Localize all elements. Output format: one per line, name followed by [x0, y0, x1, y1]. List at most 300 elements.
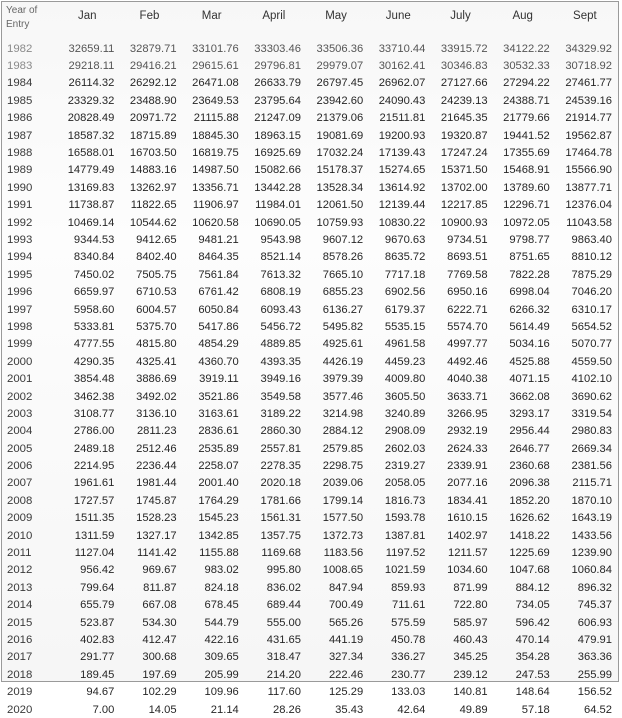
value-cell: 4102.10	[571, 373, 612, 386]
value-cell: 26797.45	[316, 77, 364, 90]
value-cell: 2001.40	[198, 477, 239, 490]
value-cell: 13789.60	[503, 181, 550, 194]
value-cell: 7613.32	[260, 268, 301, 281]
value-cell: 102.29	[142, 686, 177, 699]
value-cell: 5495.82	[322, 320, 364, 333]
value-cell: 10900.93	[440, 216, 488, 229]
value-cell: 1008.65	[322, 564, 364, 577]
value-cell: 2932.19	[447, 425, 488, 438]
table-row	[4, 231, 616, 248]
column-header-year-of-entry: Year of Entry	[6, 5, 38, 30]
value-cell: 30532.33	[503, 60, 550, 73]
value-cell: 17139.43	[378, 147, 426, 160]
value-cell: 189.45	[80, 668, 115, 681]
year-cell: 1989	[7, 164, 33, 177]
value-cell: 28.26	[272, 703, 301, 716]
value-cell: 1593.78	[384, 512, 426, 525]
year-cell: 2012	[7, 564, 33, 577]
value-cell: 12296.71	[503, 199, 550, 212]
value-cell: 7875.29	[571, 268, 612, 281]
value-cell: 3633.71	[447, 390, 488, 403]
value-cell: 575.59	[391, 616, 426, 629]
value-cell: 412.47	[142, 633, 177, 646]
value-cell: 2077.16	[447, 477, 488, 490]
value-cell: 12061.50	[316, 199, 364, 212]
table-row	[4, 492, 616, 509]
value-cell: 4009.80	[384, 373, 426, 386]
table-row	[4, 110, 616, 127]
value-cell: 11822.65	[130, 199, 177, 212]
value-cell: 2058.05	[384, 477, 426, 490]
value-cell: 4492.46	[447, 355, 488, 368]
value-cell: 4290.35	[73, 355, 115, 368]
value-cell: 9734.51	[447, 233, 488, 246]
value-cell: 3521.86	[198, 390, 239, 403]
value-cell: 34122.22	[503, 42, 550, 55]
table-row	[4, 283, 616, 300]
value-cell: 2039.06	[322, 477, 364, 490]
year-cell: 2019	[7, 686, 33, 699]
value-cell: 1577.50	[322, 512, 364, 525]
value-cell: 6136.27	[322, 303, 364, 316]
table-row	[4, 92, 616, 109]
table-row	[4, 405, 616, 422]
table-row	[4, 597, 616, 614]
table-row	[4, 127, 616, 144]
value-cell: 21645.35	[440, 112, 488, 125]
year-cell: 2010	[7, 529, 33, 542]
value-cell: 5417.86	[198, 320, 239, 333]
value-cell: 2360.68	[509, 460, 550, 473]
value-cell: 3189.22	[260, 407, 301, 420]
table-row	[4, 423, 616, 440]
value-cell: 871.99	[453, 581, 488, 594]
value-cell: 7665.10	[322, 268, 364, 281]
value-cell: 8635.72	[384, 251, 426, 264]
value-cell: 1225.69	[509, 547, 550, 560]
value-cell: 1781.66	[260, 494, 301, 507]
value-cell: 4426.19	[322, 355, 364, 368]
value-cell: 19200.93	[378, 129, 426, 142]
year-cell: 2003	[7, 407, 33, 420]
table-row	[4, 214, 616, 231]
value-cell: 956.42	[80, 564, 115, 577]
value-cell: 2908.09	[384, 425, 426, 438]
value-cell: 18715.89	[129, 129, 177, 142]
table-row	[4, 579, 616, 596]
year-cell: 1988	[7, 147, 33, 160]
value-cell: 13528.34	[316, 181, 364, 194]
value-cell: 896.32	[577, 581, 612, 594]
value-cell: 2557.81	[260, 442, 301, 455]
value-cell: 1610.15	[447, 512, 488, 525]
value-cell: 1545.23	[198, 512, 239, 525]
value-cell: 6950.16	[447, 286, 488, 299]
value-cell: 745.37	[577, 599, 612, 612]
value-cell: 17355.69	[503, 147, 550, 160]
value-cell: 1183.56	[323, 547, 364, 560]
value-cell: 21247.09	[254, 112, 301, 125]
year-cell: 1998	[7, 320, 33, 333]
value-cell: 1433.56	[571, 529, 612, 542]
value-cell: 4559.50	[571, 355, 612, 368]
value-cell: 17032.24	[316, 147, 364, 160]
value-cell: 9670.63	[384, 233, 426, 246]
value-cell: 5333.81	[73, 320, 115, 333]
value-cell: 14779.49	[67, 164, 115, 177]
value-cell: 7561.84	[198, 268, 239, 281]
value-cell: 3979.39	[322, 373, 364, 386]
value-cell: 2579.85	[322, 442, 364, 455]
value-cell: 734.05	[515, 599, 550, 612]
value-cell: 117.60	[267, 686, 301, 699]
value-cell: 133.03	[391, 686, 426, 699]
value-cell: 1961.61	[73, 477, 115, 490]
column-header-aug: Aug	[512, 10, 533, 22]
table-row	[4, 388, 616, 405]
value-cell: 23795.64	[254, 94, 301, 107]
value-cell: 4360.70	[198, 355, 239, 368]
table-row	[4, 510, 616, 527]
year-cell: 1984	[7, 77, 33, 90]
value-cell: 33710.44	[378, 42, 426, 55]
table-body	[4, 40, 616, 718]
value-cell: 1528.23	[136, 512, 177, 525]
value-cell: 13877.71	[565, 181, 612, 194]
value-cell: 13614.92	[378, 181, 426, 194]
value-cell: 2339.91	[447, 460, 488, 473]
table-row	[4, 562, 616, 579]
value-cell: 94.67	[86, 686, 115, 699]
value-cell: 10544.62	[129, 216, 177, 229]
value-cell: 667.08	[142, 599, 177, 612]
value-cell: 722.80	[453, 599, 488, 612]
value-cell: 1021.59	[384, 564, 426, 577]
value-cell: 2669.34	[571, 442, 612, 455]
year-cell: 1995	[7, 268, 33, 281]
value-cell: 26114.32	[68, 77, 115, 90]
column-header-jan: Jan	[77, 10, 97, 22]
value-cell: 5958.60	[73, 303, 115, 316]
value-cell: 1764.29	[198, 494, 239, 507]
value-cell: 29615.61	[192, 60, 239, 73]
scanned-document-page	[1, 1, 619, 716]
value-cell: 3240.89	[384, 407, 426, 420]
table-row	[4, 683, 616, 700]
value-cell: 327.34	[328, 651, 364, 664]
value-cell: 6710.53	[136, 286, 177, 299]
value-cell: 1852.20	[509, 494, 550, 507]
header-row	[4, 4, 616, 40]
value-cell: 125.29	[328, 686, 364, 699]
year-cell: 2017	[7, 651, 33, 664]
value-cell: 969.67	[142, 564, 177, 577]
value-cell: 799.64	[80, 581, 115, 594]
value-cell: 3605.50	[384, 390, 426, 403]
value-cell: 1643.19	[571, 512, 612, 525]
value-cell: 431.65	[266, 633, 301, 646]
year-cell: 1990	[7, 181, 33, 194]
value-cell: 20971.72	[129, 112, 177, 125]
value-cell: 26633.79	[254, 77, 301, 90]
year-cell: 1997	[7, 303, 33, 316]
value-cell: 9344.53	[73, 233, 115, 246]
value-cell: 9481.21	[198, 233, 239, 246]
value-cell: 9607.12	[322, 233, 364, 246]
year-cell: 1982	[7, 42, 33, 55]
table-row	[4, 666, 616, 683]
value-cell: 8578.26	[322, 251, 364, 264]
year-cell: 1986	[7, 112, 33, 125]
column-header-mar: Mar	[201, 10, 222, 22]
year-cell: 1993	[7, 233, 33, 246]
value-cell: 5034.16	[509, 338, 550, 351]
year-cell: 2009	[7, 512, 33, 525]
value-cell: 7717.18	[384, 268, 426, 281]
table-row	[4, 57, 616, 74]
value-cell: 109.96	[204, 686, 239, 699]
column-header-may: May	[325, 10, 347, 22]
table-row	[4, 40, 616, 57]
value-cell: 15178.37	[316, 164, 364, 177]
value-cell: 2811.23	[136, 425, 177, 438]
table-row	[4, 440, 616, 457]
value-cell: 1197.52	[385, 547, 426, 560]
table-row	[4, 266, 616, 283]
value-cell: 565.26	[328, 616, 364, 629]
year-cell: 2001	[7, 373, 33, 386]
value-cell: 5375.70	[136, 320, 177, 333]
value-cell: 10620.58	[192, 216, 239, 229]
value-cell: 3319.54	[571, 407, 612, 420]
value-cell: 214.20	[266, 668, 301, 681]
value-cell: 8693.51	[447, 251, 488, 264]
value-cell: 1981.44	[136, 477, 177, 490]
value-cell: 24388.71	[503, 94, 550, 107]
value-cell: 148.64	[515, 686, 550, 699]
value-cell: 1311.59	[74, 529, 115, 542]
table-row	[4, 162, 616, 179]
table-row	[4, 249, 616, 266]
value-cell: 8521.14	[260, 251, 301, 264]
value-cell: 3293.17	[509, 407, 550, 420]
value-cell: 8751.65	[509, 251, 550, 264]
column-header-feb: Feb	[139, 10, 160, 22]
value-cell: 18587.32	[67, 129, 115, 142]
value-cell: 33915.72	[440, 42, 488, 55]
value-cell: 1239.90	[571, 547, 612, 560]
value-cell: 655.79	[80, 599, 115, 612]
value-cell: 596.42	[515, 616, 550, 629]
value-cell: 4854.29	[198, 338, 239, 351]
value-cell: 17464.78	[565, 147, 612, 160]
value-cell: 2381.56	[571, 460, 612, 473]
value-cell: 1127.04	[74, 547, 115, 560]
value-cell: 1034.60	[447, 564, 488, 577]
column-header-july: July	[450, 10, 471, 22]
value-cell: 983.02	[204, 564, 239, 577]
value-cell: 345.25	[453, 651, 488, 664]
value-cell: 11906.97	[192, 199, 239, 212]
value-cell: 6179.37	[384, 303, 426, 316]
value-cell: 18963.15	[254, 129, 301, 142]
value-cell: 3108.77	[73, 407, 115, 420]
value-cell: 6050.84	[198, 303, 239, 316]
value-cell: 4325.41	[136, 355, 177, 368]
value-cell: 3662.08	[509, 390, 550, 403]
value-cell: 1727.57	[73, 494, 115, 507]
value-cell: 4815.80	[136, 338, 177, 351]
value-cell: 33303.46	[254, 42, 301, 55]
value-cell: 4459.23	[384, 355, 426, 368]
value-cell: 32659.11	[68, 42, 115, 55]
year-cell: 1991	[7, 199, 33, 212]
value-cell: 3886.69	[136, 373, 177, 386]
value-cell: 6902.56	[384, 286, 426, 299]
value-cell: 21115.88	[193, 112, 239, 125]
value-cell: 239.12	[453, 668, 488, 681]
value-cell: 1141.42	[136, 547, 177, 560]
value-cell: 20828.49	[67, 112, 115, 125]
value-cell: 19081.69	[316, 129, 364, 142]
value-cell: 21779.66	[503, 112, 550, 125]
value-cell: 689.44	[266, 599, 301, 612]
value-cell: 4925.61	[322, 338, 364, 351]
value-cell: 23329.32	[67, 94, 115, 107]
value-cell: 7505.75	[136, 268, 177, 281]
value-cell: 6808.19	[260, 286, 301, 299]
value-cell: 23942.60	[316, 94, 364, 107]
value-cell: 847.94	[328, 581, 364, 594]
table-row	[4, 649, 616, 666]
value-cell: 3854.48	[73, 373, 115, 386]
value-cell: 30346.83	[440, 60, 488, 73]
table-row	[4, 527, 616, 544]
value-cell: 3949.16	[260, 373, 301, 386]
year-cell: 2002	[7, 390, 33, 403]
value-cell: 33101.76	[192, 42, 239, 55]
value-cell: 255.99	[577, 668, 612, 681]
table-row	[4, 353, 616, 370]
value-cell: 247.53	[515, 668, 550, 681]
year-cell: 1985	[7, 94, 33, 107]
value-cell: 15371.50	[440, 164, 488, 177]
value-cell: 3549.58	[260, 390, 301, 403]
value-cell: 13356.71	[192, 181, 239, 194]
table-header	[4, 4, 616, 40]
value-cell: 422.16	[204, 633, 239, 646]
value-cell: 2860.30	[260, 425, 301, 438]
value-cell: 15274.65	[378, 164, 426, 177]
value-cell: 3919.11	[199, 373, 239, 386]
value-cell: 6004.57	[136, 303, 177, 316]
value-cell: 1418.22	[509, 529, 550, 542]
value-cell: 9798.77	[509, 233, 550, 246]
value-cell: 24239.13	[440, 94, 488, 107]
value-cell: 9412.65	[136, 233, 177, 246]
value-cell: 8464.35	[198, 251, 239, 264]
value-cell: 12376.04	[565, 199, 612, 212]
value-cell: 23488.90	[129, 94, 177, 107]
value-cell: 3462.38	[73, 390, 115, 403]
value-cell: 9543.98	[260, 233, 301, 246]
table-row	[4, 544, 616, 561]
value-cell: 824.18	[204, 581, 239, 594]
table-row	[4, 318, 616, 335]
value-cell: 884.12	[515, 581, 550, 594]
value-cell: 29796.81	[254, 60, 301, 73]
value-cell: 11984.01	[255, 199, 301, 212]
value-cell: 13442.28	[254, 181, 301, 194]
value-cell: 3492.02	[136, 390, 177, 403]
year-cell: 2004	[7, 425, 33, 438]
value-cell: 230.77	[391, 668, 426, 681]
value-cell: 1211.57	[447, 547, 488, 560]
value-cell: 8402.40	[136, 251, 177, 264]
value-cell: 18845.30	[192, 129, 239, 142]
value-cell: 606.93	[577, 616, 612, 629]
value-cell: 4889.85	[260, 338, 301, 351]
value-cell: 1561.31	[260, 512, 301, 525]
value-cell: 13169.83	[67, 181, 115, 194]
value-cell: 13702.00	[440, 181, 488, 194]
value-cell: 7046.20	[571, 286, 612, 299]
value-cell: 34329.92	[565, 42, 612, 55]
value-cell: 1834.41	[447, 494, 488, 507]
value-cell: 1155.88	[199, 547, 239, 560]
value-cell: 1511.35	[74, 512, 115, 525]
value-cell: 2624.33	[447, 442, 488, 455]
value-cell: 27127.66	[440, 77, 488, 90]
value-cell: 836.02	[266, 581, 301, 594]
value-cell: 859.93	[391, 581, 426, 594]
value-cell: 1870.10	[571, 494, 612, 507]
value-cell: 32879.71	[129, 42, 177, 55]
value-cell: 700.49	[328, 599, 364, 612]
value-cell: 7.00	[92, 703, 115, 716]
value-cell: 450.78	[391, 633, 426, 646]
value-cell: 2836.61	[198, 425, 239, 438]
value-cell: 470.14	[515, 633, 550, 646]
value-cell: 57.18	[521, 703, 550, 716]
table-row	[4, 336, 616, 353]
value-cell: 205.99	[204, 668, 239, 681]
value-cell: 140.81	[453, 686, 488, 699]
value-cell: 309.65	[204, 651, 239, 664]
value-cell: 10759.93	[316, 216, 364, 229]
value-cell: 10972.05	[503, 216, 550, 229]
value-cell: 12139.44	[378, 199, 426, 212]
table-row	[4, 301, 616, 318]
value-cell: 16925.69	[254, 147, 301, 160]
year-cell: 2013	[7, 581, 33, 594]
value-cell: 2278.35	[260, 460, 301, 473]
value-cell: 555.00	[266, 616, 301, 629]
value-cell: 15468.91	[503, 164, 550, 177]
table-row	[4, 144, 616, 161]
value-cell: 1372.73	[322, 529, 364, 542]
value-cell: 7450.02	[73, 268, 115, 281]
value-cell: 402.83	[80, 633, 115, 646]
column-header-sept: Sept	[573, 10, 597, 22]
value-cell: 1745.87	[136, 494, 177, 507]
value-cell: 2535.89	[198, 442, 239, 455]
value-cell: 5574.70	[447, 320, 488, 333]
year-cell: 2006	[7, 460, 33, 473]
value-cell: 10690.05	[254, 216, 301, 229]
value-cell: 2512.46	[136, 442, 177, 455]
value-cell: 2489.18	[73, 442, 115, 455]
